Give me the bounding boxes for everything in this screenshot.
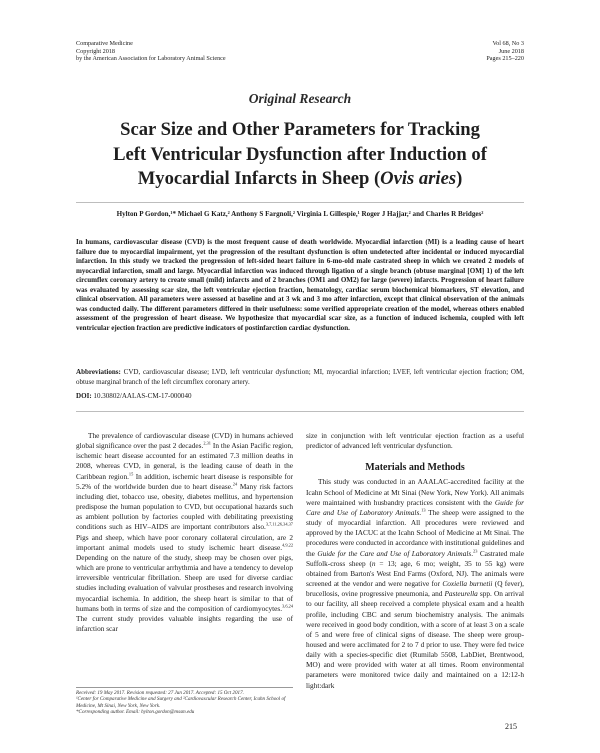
page-range: Pages 215–220 xyxy=(486,55,524,63)
section-heading-methods: Materials and Methods xyxy=(365,462,465,474)
intro-continuation: size in conjunction with left ventricular ejection fraction as a useful predictor of advanced left ventricular dysfunction. xyxy=(306,431,524,451)
methods-text-6: spp. On arrival to our facility, all sheep received a complete physical exam and a health profile, including CBC and serum biochemistry analysis. The animals were received in good body condition, with a score of at least 3 on a scale of 5 and were free of clinical signs of disease. The sheep were group-housed and were acclimated for 2 to 7 d prior to use. They were fed twice daily with a species-specific diet (Rumilab 5508, LabDiet, Brentwood, MO) and were provided with water at all times. Room environmental parameters were monitored twice daily and maintained on a 12:12-h light:dark xyxy=(306,589,524,690)
pasteurella-name: Pasteurella xyxy=(444,589,478,599)
body-right-column xyxy=(306,431,524,691)
page-number: 215 xyxy=(505,722,517,731)
article-title xyxy=(60,118,540,192)
journal-header-left xyxy=(76,40,226,63)
doi-label: DOI: xyxy=(76,392,92,400)
intro-text-3: In addition, ischemic heart disease is responsible for 5.2% of the worldwide burden due to heart disease. xyxy=(76,471,293,491)
guide-title: Guide for Care and Use of Laboratory Animals xyxy=(306,497,524,517)
citation[interactable]: 13 xyxy=(421,507,426,513)
footnote-divider xyxy=(76,687,293,688)
guide-period: . xyxy=(419,507,422,517)
received-dates: Received: 19 May 2017. Revision requested: 27 Jun 2017. Accepted: 15 Oct 2017. xyxy=(76,690,244,696)
corresponding-author: *Corresponding author. Email: hylton.gordon@mssm.edu xyxy=(76,709,195,716)
author-list: Hylton P Gordon,¹* Michael G Katz,² Anthony S Fargnoli,² Virginia L Gillespie,¹ Roger J Hajjar,² and Charles R Bridges² xyxy=(116,210,484,218)
title-species-name: Ovis aries xyxy=(380,168,457,189)
title-divider xyxy=(76,202,524,203)
citation[interactable]: 23 xyxy=(473,548,478,554)
title-line-3-end: ) xyxy=(456,168,463,189)
publisher-line: by the American Association for Laboratory Animal Science xyxy=(76,55,226,63)
journal-header-right xyxy=(486,40,524,63)
abbreviations-text: CVD, cardiovascular disease; LVD, left ventricular dysfunction; MI, myocardial infarction; LVEF, left ventricular ejection fraction; OM, obtuse marginal branch of the left circumflex coronary artery. xyxy=(76,368,524,386)
copyright-line: Copyright 2018 xyxy=(76,47,116,55)
citation[interactable]: 24 xyxy=(232,481,238,487)
intro-text-6: Depending on the nature of the study, sheep may be chosen over pigs, which are prone to ventricular arrhythmia and have a tendency to develop irreversible ventricular fibrillation. Sheep are used for diverse cardiac studies including evaluation of valvular prostheses and research involving myocardial ischemia. In addition, the sheep heart is similar to that of humans both in terms of size and the composition of cardiomyocytes. xyxy=(76,552,293,613)
methods-text-5: (Q fever), brucellosis, ovine progressive pneumonia, and xyxy=(306,579,525,599)
citation[interactable]: 2,31 xyxy=(203,440,211,446)
guide-title-2: Guide for the Care and Use of Laboratory Animals xyxy=(317,548,472,558)
citation[interactable]: 4,9,22 xyxy=(282,542,293,548)
intro-text-2: In the Asian Pacific region, ischemic heart disease accounted for an estimated 7.3 million deaths in 2008, whereas CVD, in general, is the leading cause of death in the Caribbean region. xyxy=(76,441,293,481)
abstract: In humans, cardiovascular disease (CVD) is the most frequent cause of death worldwide. Myocardial infarction (MI) is a leading cause of heart failure due to myocardial impairment, yet the progression of the resultant dysfunction is often undetected after incidental or induced myocardial infarction. In this study we tracked the progression of left-sided heart failure in 6-mo-old male castrated sheep in which we created 2 models of myocardial infarction, small and large. Myocardial infarction was induced through ligation of a single branch (obtuse marginal [OM] 1) of the left circumflex coronary artery to create small (mild) infarcts and of 2 branches (OM1 and OM2) for large (severe) infarcts. Progression of heart failure was evaluated by assessing scar size, the left ventricular ejection fraction, hematology, cardiac serum biochemical biomarkers, ST elevation, and clinical observation. All parameters were assessed at baseline and at 3 wk and 3 mo after infarction, except that clinical observation of the animals was conducted daily. The different parameters differed in their usefulness: some verified appropriate creation of the model, whereas others enabled assessment of the progression of heart disease. We hypothesize that myocardial scar size, as a function of induced ischemia, coupled with left ventricular ejection fraction are predictive indicators of postinfarction cardiac dysfunction. xyxy=(76,238,524,332)
citation[interactable]: 3,7,11,26,34,37 xyxy=(265,521,293,527)
title-line-3-main: Myocardial Infarcts in Sheep ( xyxy=(137,168,381,189)
doi xyxy=(76,392,524,400)
title-line-2: Left Ventricular Dysfunction after Induction of xyxy=(113,143,487,165)
methods-text-4: = 13; age, 6 mo; weight, 35 to 55 kg) were obtained from Barton's West End Farms (Oxford, NJ). The animals were screened at the vendor and were negative for xyxy=(306,558,524,589)
footnote xyxy=(76,690,293,716)
issue-date: June 2018 xyxy=(498,47,524,55)
guide-period-2: . xyxy=(471,548,474,558)
methods-text-3: Castrated male Suffolk-cross sheep ( xyxy=(306,548,524,568)
author-affiliations: ¹Center for Comparative Medicine and Surgery and ²Cardiovascular Research Center, Icahn School of Medicine, Mt Sinai, New York, New York. xyxy=(76,696,286,709)
title-line-3 xyxy=(60,167,540,192)
intro-paragraph xyxy=(76,431,293,634)
journal-name: Comparative Medicine xyxy=(76,40,133,47)
coxiella-name: Coxiella burnetii xyxy=(442,579,493,589)
methods-text-1: This study was conducted in an AAALAC-accredited facility at the Icahn School of Medicine at Mt Sinai (New York, New York). All animals were maintained with husbandry practices consistent with the xyxy=(306,477,524,507)
abbreviations xyxy=(76,368,524,387)
citation[interactable]: 3,6,24 xyxy=(282,603,293,609)
n-symbol: n xyxy=(371,558,376,568)
abbreviations-label: Abbreviations: xyxy=(76,368,121,376)
volume-issue: Vol 68, No 3 xyxy=(492,40,524,47)
citation[interactable]: 15 xyxy=(128,471,134,477)
intro-text-1: The prevalence of cardiovascular disease (CVD) in humans achieved global significance over the past 2 decades. xyxy=(76,431,293,451)
intro-text-5: Pigs and sheep, which have poor coronary collateral circulation, are 2 important animal models used to study ischemic heart disease. xyxy=(76,532,293,552)
article-type: Original Research xyxy=(248,91,352,106)
intro-text-4: Many risk factors including diet, tobacco use, obesity, diabetes mellitus, and hypertension predispose the human population to CVD, but occupational hazards such as ambient pollution by factories coupled with debilitating preexisting conditions such as HIV–AIDS are important contributors also. xyxy=(76,481,293,532)
body-left-column xyxy=(76,431,293,634)
methods-paragraph xyxy=(306,477,524,690)
title-line-1: Scar Size and Other Parameters for Tracking xyxy=(120,119,480,140)
methods-text-2: The sheep were assigned to the study of myocardial infarction. All procedures were reviewed and approved by the IACUC at the Icahn School of Medicine at Mt Sinai. The procedures were conducted in accordance with institutional guidelines and the xyxy=(306,507,524,558)
intro-text-7: The current study provides valuable insights regarding the use of infarction scar xyxy=(76,613,293,633)
abstract-divider xyxy=(76,411,524,412)
doi-link[interactable]: 10.30802/AALAS-CM-17-000040 xyxy=(91,392,192,400)
